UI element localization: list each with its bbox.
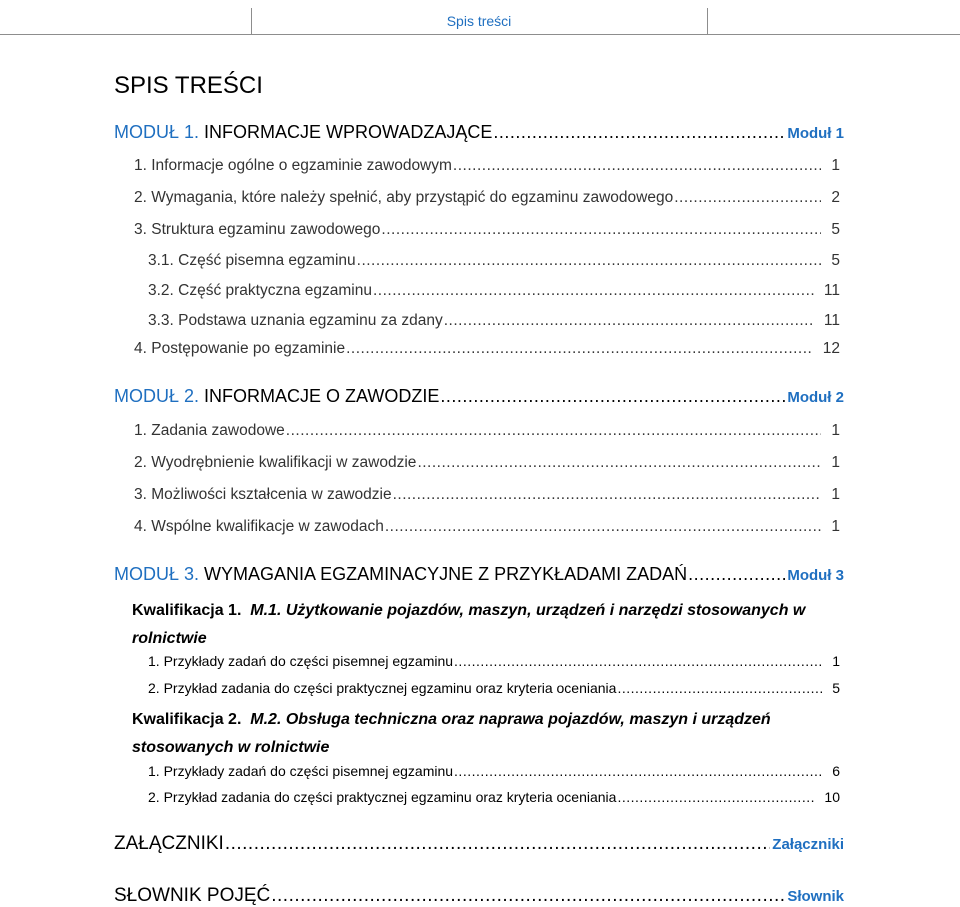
toc-entry-text: 3.1. Część pisemna egzaminu: [148, 252, 356, 269]
leader-dots: [444, 312, 814, 330]
toc-entry-text: 2. Przykład zadania do części praktycznej egzaminu oraz kryteria oceniania: [148, 789, 617, 805]
toc-entry-text: 1. Przykłady zadań do części pisemnej egzaminu: [148, 763, 454, 779]
module-2-title: INFORMACJE O ZAWODZIE: [204, 386, 440, 406]
toc-entry[interactable]: [148, 653, 840, 669]
qualification-2-heading[interactable]: [132, 706, 844, 762]
toc-entry-page: 11: [823, 312, 840, 329]
leader-dots: [617, 680, 824, 696]
leader-dots: [225, 833, 770, 855]
toc-entry[interactable]: [134, 454, 840, 472]
toc-entry[interactable]: [134, 486, 840, 504]
toc-entry-text: 4. Wspólne kwalifikacje w zawodach: [134, 518, 384, 535]
toc-entry-text: 1. Przykłady zadań do części pisemnej egzaminu: [148, 653, 454, 669]
toc-entry-page: 1: [831, 422, 840, 439]
leader-dots: [417, 454, 821, 472]
module-3-label: MODUŁ 3.: [114, 564, 200, 584]
toc-entry-page: 5: [832, 680, 840, 696]
header-right-cell: [707, 8, 960, 35]
leader-dots: [286, 422, 822, 440]
toc-attachments[interactable]: [114, 833, 844, 855]
toc-entry-text: 2. Przykład zadania do części praktycznej egzaminu oraz kryteria oceniania: [148, 680, 617, 696]
leader-dots: [617, 789, 816, 805]
toc-entry-page: 12: [822, 340, 840, 357]
toc-entry[interactable]: [134, 422, 840, 440]
module-1-label: MODUŁ 1.: [114, 122, 200, 142]
glossary-page: Słownik: [787, 888, 844, 905]
leader-dots: [454, 653, 824, 669]
toc-entry[interactable]: [134, 221, 840, 239]
toc-entry-page: 2: [831, 189, 840, 206]
toc-entry[interactable]: [148, 763, 840, 779]
qualification-2-name: M.2. Obsługa techniczna oraz naprawa pojazdów, maszyn i urządzeń stosowanych w rolnictwie: [132, 711, 771, 756]
toc-entry[interactable]: [134, 157, 840, 175]
toc-entry-text: 2. Wymagania, które należy spełnić, aby przystąpić do egzaminu zawodowego: [134, 189, 674, 206]
glossary-title: SŁOWNIK POJĘĆ: [114, 885, 271, 906]
toc-entry-page: 5: [831, 252, 840, 269]
attachments-page: Załączniki: [772, 836, 844, 853]
module-1-title: INFORMACJE WPROWADZAJĄCE: [204, 122, 493, 142]
toc-module-2[interactable]: [114, 386, 844, 407]
leader-dots: [373, 282, 814, 300]
toc-entry[interactable]: [148, 252, 840, 270]
toc-entry-page: 1: [831, 157, 840, 174]
toc-module-1[interactable]: [114, 122, 844, 143]
toc-entry-text: 1. Informacje ogólne o egzaminie zawodowym: [134, 157, 452, 174]
qualification-1-number: Kwalifikacja 1.: [132, 602, 242, 619]
header-left-cell: [0, 8, 252, 35]
module-2-page: Moduł 2: [787, 389, 844, 406]
toc-module-3[interactable]: [114, 564, 844, 585]
module-1-page: Moduł 1: [787, 125, 844, 142]
header-title: Spis treści: [446, 13, 512, 29]
leader-dots: [393, 486, 822, 504]
toc-entry-text: 4. Postępowanie po egzaminie: [134, 340, 346, 357]
toc-entry-text: 3.3. Podstawa uznania egzaminu za zdany: [148, 312, 443, 329]
toc-entry[interactable]: [134, 518, 840, 536]
toc-entry[interactable]: [148, 680, 840, 696]
toc-glossary[interactable]: [114, 885, 844, 907]
toc-title: SPIS TREŚCI: [114, 72, 263, 99]
qualification-1-heading[interactable]: [132, 597, 844, 653]
toc-entry-page: 1: [831, 454, 840, 471]
toc-entry-page: 6: [832, 763, 840, 779]
toc-entry-page: 1: [832, 653, 840, 669]
toc-entry[interactable]: [148, 789, 840, 805]
attachments-title: ZAŁĄCZNIKI: [114, 833, 224, 854]
page-header: [251, 8, 707, 35]
leader-dots: [454, 763, 824, 779]
leader-dots: [381, 221, 821, 239]
toc-entry-text: 3. Możliwości kształcenia w zawodzie: [134, 486, 392, 503]
leader-dots: [453, 157, 821, 175]
toc-entry-page: 11: [823, 282, 840, 299]
toc-entry-page: 5: [831, 221, 840, 238]
toc-entry-page: 10: [824, 789, 840, 805]
toc-entry-text: 3. Struktura egzaminu zawodowego: [134, 221, 381, 238]
module-2-label: MODUŁ 2.: [114, 386, 200, 406]
leader-dots: [688, 564, 785, 585]
leader-dots: [357, 252, 822, 270]
leader-dots: [493, 122, 785, 143]
toc-entry[interactable]: [134, 189, 840, 207]
leader-dots: [271, 885, 785, 907]
leader-dots: [385, 518, 822, 536]
toc-entry[interactable]: [148, 312, 840, 330]
toc-entry-page: 1: [831, 486, 840, 503]
toc-entry[interactable]: [134, 340, 840, 358]
toc-entry-text: 3.2. Część praktyczna egzaminu: [148, 282, 372, 299]
leader-dots: [440, 386, 785, 407]
toc-entry-text: 1. Zadania zawodowe: [134, 422, 285, 439]
toc-entry[interactable]: [148, 282, 840, 300]
module-3-page: Moduł 3: [787, 567, 844, 584]
qualification-1-name: M.1. Użytkowanie pojazdów, maszyn, urządzeń i narzędzi stosowanych w rolnictwie: [132, 602, 806, 647]
toc-entry-text: 2. Wyodrębnienie kwalifikacji w zawodzie: [134, 454, 417, 471]
qualification-2-number: Kwalifikacja 2.: [132, 711, 242, 728]
toc-entry-page: 1: [831, 518, 840, 535]
module-3-title: WYMAGANIA EGZAMINACYJNE Z PRZYKŁADAMI ZADAŃ: [204, 564, 688, 584]
leader-dots: [674, 189, 821, 207]
leader-dots: [346, 340, 813, 358]
